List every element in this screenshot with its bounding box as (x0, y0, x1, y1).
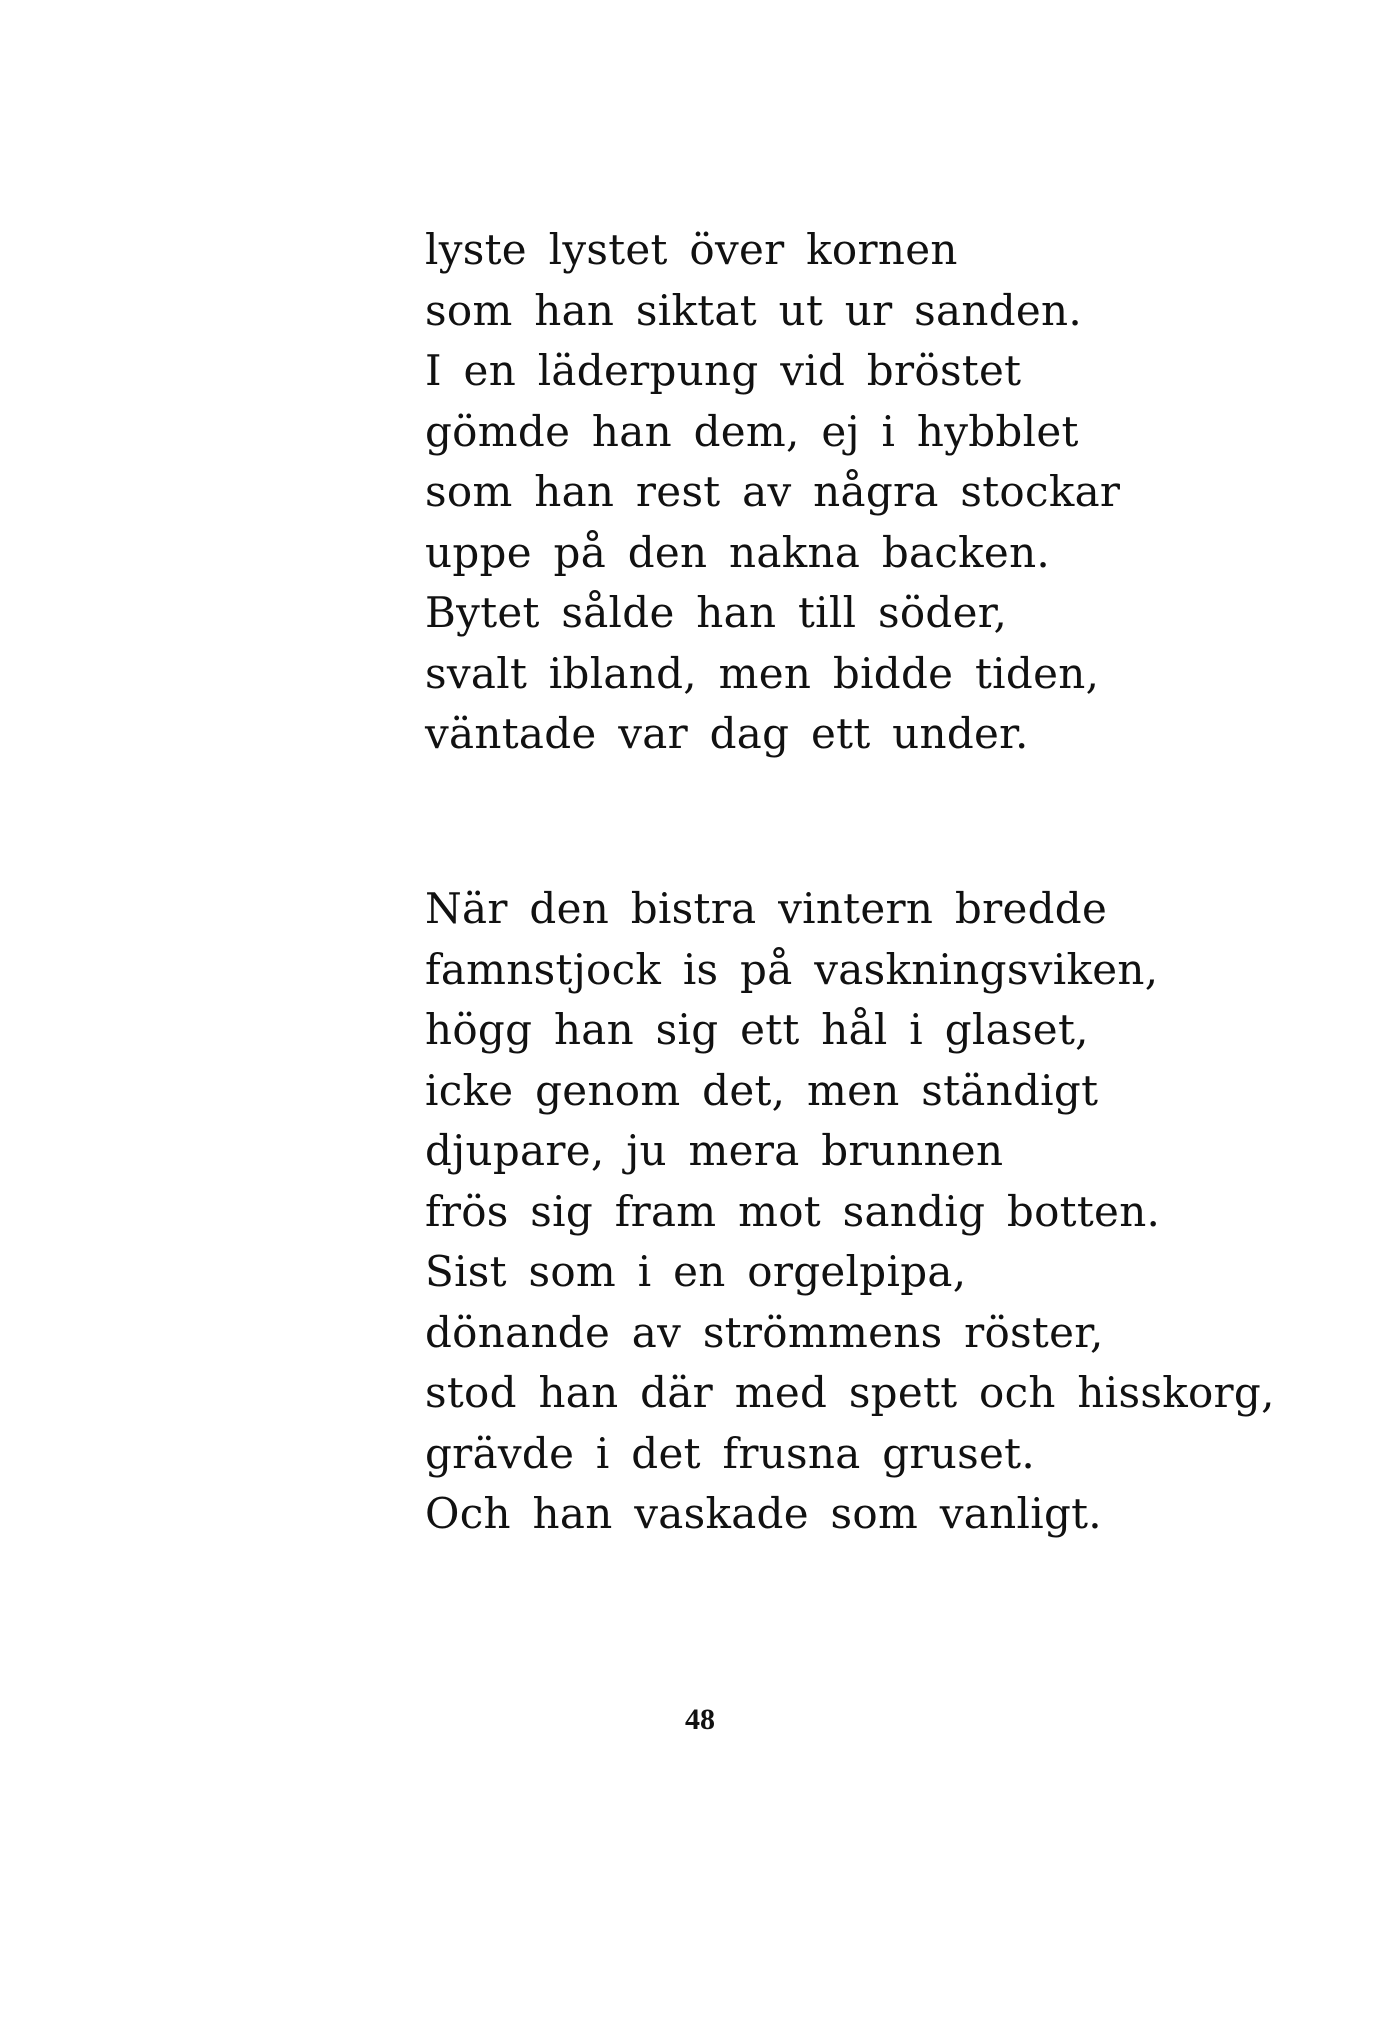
poem-line: som han siktat ut ur sanden. (425, 285, 1083, 335)
poem-line: famnstjock is på vaskningsviken, (425, 944, 1159, 994)
poem-line: svalt ibland, men bidde tiden, (425, 648, 1100, 698)
poem-line: stod han där med spett och hisskorg, (425, 1368, 1275, 1417)
poem-line: När den bistra vintern bredde (425, 884, 1108, 933)
page-number: 48 (685, 1703, 715, 1736)
poem-line: lyste lystet över kornen (425, 225, 958, 274)
poem-line: som han rest av några stockar (425, 467, 1121, 516)
poem-line: väntade var dag ett under. (425, 709, 1029, 758)
poem-line: djupare, ju mera brunnen (425, 1126, 1004, 1175)
poem-line: I en läderpung vid bröstet (425, 346, 1022, 395)
poem-line: icke genom det, men ständigt (425, 1065, 1099, 1115)
poem-line: uppe på den nakna backen. (425, 527, 1051, 577)
poem-line: Sist som i en orgelpipa, (425, 1247, 967, 1296)
poem-line: högg han sig ett hål i glaset, (425, 1005, 1089, 1054)
stanza-1 (425, 220, 1120, 765)
poem-line: grävde i det frusna gruset. (425, 1428, 1035, 1478)
poem-line: gömde han dem, ej i hybblet (425, 406, 1079, 456)
poem-line: Och han vaskade som vanligt. (425, 1489, 1102, 1538)
poem-line: dönande av strömmens röster, (425, 1307, 1104, 1357)
poem-line: frös sig fram mot sandig botten. (425, 1186, 1161, 1236)
poem-line: Bytet sålde han till söder, (425, 588, 1008, 637)
stanza-2 (425, 879, 1275, 1545)
